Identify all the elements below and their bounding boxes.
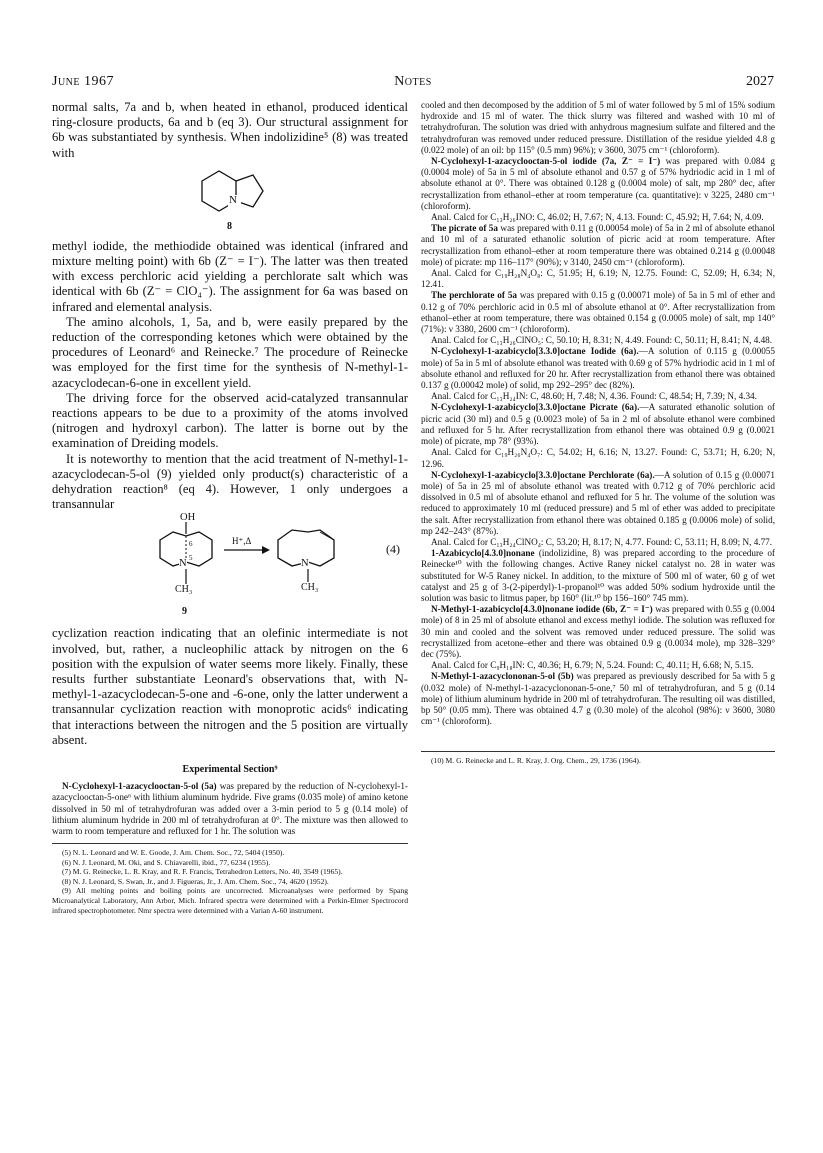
footnote: (10) M. G. Reinecke and L. R. Kray, J. Org. Chem., 29, 1736 (1964). [431,756,641,766]
experimental-paragraph [421,346,775,391]
compound-label-8: 8 [227,220,232,232]
compound-title: N-Cyclohexyl-1-azacyclooctan-5-ol (5a) [62,781,217,792]
compound-title: N-Cyclohexyl-1-azabicyclo[3.3.0]octane Picrate (6a). [431,402,640,413]
structure-8-figure [52,161,408,239]
procedure-text: —A solution of 0.15 g (0.00071 mole) of 5a in 25 ml of absolute ethanol was treated with 0.712 g of 70% perchloric acid dissolved in 0.5 ml of absolute ethanol and refluxed for 5 hr. The volume of the solution was reduced to approximately 10 ml (reduced pressure) and 5 ml of ether was added to precipitate the salt. After recrystallization from ethanol there was obtained 0.185 g (0.0006 mole) of solid, mp 242–243° (87%). [421,469,775,536]
header-section: Notes [394,74,432,89]
compound-title: N-Cyclohexyl-1-azabicyclo[3.3.0]octane Iodide (6a). [431,346,639,357]
paragraph: It is noteworthy to mention that the acid treatment of N-methyl-1-azacyclodecan-5-ol (9) yielded only product(s) characteristic of a dehydration reaction⁸ (eq 4). However, 1 only undergoes a transannular [52,451,408,512]
experimental-paragraph [421,290,775,335]
procedure-text: was prepared as previously described for 5a with 5 g (0.032 mole) of N-methyl-1-azacyclononan-5-one,⁷ 50 ml of tetrahydrofuran, and 5 g (0.14 mole) of lithium aluminum hydride in 200 ml of tetrahydrofuran. The resulting oil was distilled, bp 50° (0.05 mm). There was obtained 4.7 g (0.30 mole) of the alcohol (98%): ν 3600, 3080 cm⁻¹ (chloroform). [421,671,775,727]
analysis-line: Anal. Calcd for C₉H₁₈IN: C, 40.36; H, 6.79; N, 5.24. Found: C, 40.11; H, 6.68; N, 5.15. [431,660,754,671]
footnote: (5) N. L. Leonard and W. E. Goode, J. Am. Chem. Soc., 72, 5404 (1950). [62,848,285,858]
paragraph: The amino alcohols, 1, 5a, and b, were easily prepared by the reduction of the corresponding ketones which were obtained by the procedures of Leonard⁶ and Reinecke.⁷ The procedure of Reinecke was employed for the first time for the synthesis of N-methyl-1-azacyclodecan-6-one in excellent yield. [52,314,408,390]
footnote-divider [421,751,775,752]
experimental-paragraph: cooled and then decomposed by the addition of 5 ml of water followed by 5 ml of 15% sodium hydroxide and 15 ml of water. The thick slurry was filtered and washed with 10 ml of tetrahydrofuran. The solution was dried with anhydrous magnesium sulfate and filtered and the tetrahydrofuran was removed under reduced pressure. Distillation of the residue yielded 4.8 g (0.022 mole) of an oil: bp 115° (0.5 mm) 96%); ν 3600, 3075 cm⁻¹ (chloroform). [421,100,775,155]
experimental-paragraph [421,548,775,604]
analysis-line: Anal. Calcd for C₁₃H₂₆INO: C, 46.02; H, 7.67; N, 4.13. Found: C, 45.92; H, 7.64; N, 4.09. [431,212,764,223]
procedure-text: was prepared with 0.084 g (0.0004 mole) of 5a in 5 ml of absolute ethanol and 0.57 g of 57% hydriodic acid in 1 ml of absolute ethanol at 0°. There was obtained 0.128 g (0.0004 mole) of salt, mp 280° dec, after recrystallization from ethanol–ether at room temperature (ca. quantitative): ν 3225, 2480 cm⁻¹ (chloroform). [421,156,775,211]
page-number: 2027 [746,74,774,89]
compound-title: N-Cyclohexyl-1-azabicyclo[3.3.0]octane Perchlorate (6a). [431,469,655,480]
nitrogen-atom-label: N [179,558,187,570]
header-date: June 1967 [52,74,114,89]
analysis-line: Anal. Calcd for C₁₉H₂₆N₄O₇: C, 54.02; H, 6.16; N, 13.27. Found: C, 53.71; H, 6.20; N, 12.96. [421,447,775,469]
analysis-line: Anal. Calcd for C₁₃H₂₆ClNO₅: C, 50.10; H, 8.31; N, 4.49. Found: C, 50.11; H, 8.41; N, 4.48. [431,335,773,346]
analysis-line: Anal. Calcd for C₁₉H₂₈N₄O₈: C, 51.95; H, 6.19; N, 12.75. Found: C, 52.09; H, 6.34; N, 12.41. [421,268,775,290]
experimental-paragraph [421,156,775,212]
methyl-label: CH₃ [301,582,319,594]
experimental-paragraph [421,470,775,537]
dehydration-scheme [52,512,408,626]
position-6-label: 6 [189,540,193,549]
compound-title: 1-Azabicyclo[4.3.0]nonane [431,548,535,559]
compound-title: N-Cyclohexyl-1-azacyclooctan-5-ol iodide (7a, Z⁻ = I⁻) [431,156,661,167]
footnote: (7) M. G. Reinecke, L. R. Kray, and R. F. Francis, Tetrahedron Letters, No. 40, 3549 (1965). [62,867,343,877]
nitrogen-atom-label: N [229,193,237,206]
procedure-text: was prepared with 0.11 g (0.00054 mole) of 5a in 2 ml of absolute ethanol and 10 ml of a saturated ethanolic solution of picric acid at room temperature. After recrystallization from ethanol–ether at room temperature there was obtained 0.214 g (0.00048 mole) of picrate: mp 116–117° (90%); ν 3140, 2450 cm⁻¹ (chloroform). [421,223,775,267]
equation-number: (4) [386,542,400,557]
paragraph: methyl iodide, the methiodide obtained was identical (infrared and mixture melting point) with 6b (Z⁻ = I⁻). The latter was then treated with excess perchloric acid yielding a perchlorate salt which was identical with 6b (Z⁻ = ClO₄⁻). The assignment for 6a was based on infrared and elemental analysis. [52,238,408,314]
paragraph: cyclization reaction indicating that an olefinic intermediate is not involved, but, rather, a nucleophilic attack by nitrogen on the 6 position with the expulsion of water seems more likely. Finally, these results further substantiate Leonard's observations that, with N-methyl-1-azacyclodecan-5-one and -6-one, only the latter underwent a transannular cyclization reaction with monoprotic acids⁶ indicating that interactions between the nitrogen and the 5 position are virtually absent. [52,626,408,747]
compound-title: The picrate of 5a [431,223,498,234]
experimental-paragraph [421,402,775,447]
analysis-line: Anal. Calcd for C₁₃H₂₄IN: C, 48.60; H, 7.48; N, 4.36. Found: C, 48.54; H, 7.39; N, 4.34. [431,391,757,402]
procedure-text: was prepared by the reduction of N-cyclohexyl-1-azacyclooctan-5-one⁶ with lithium aluminum hydride. Five grams (0.035 mole) of amino ketone dissolved in 50 ml of tetrahydrofuran was added over a 3-min period to 5 g (0.14 mole) of lithium aluminum hydride in 200 ml of tetrahydrofuran at 0°. The mixture was then allowed to warm to room temperature and refluxed for 1 hr. The solution was [52,781,408,836]
methyl-label: CH₃ [175,584,193,596]
section-heading: Experimental Section⁹ [182,764,278,776]
compound-title: N-Methyl-1-azacyclononan-5-ol (5b) [431,671,574,682]
reaction-conditions: H⁺,Δ [232,536,252,547]
procedure-text: (indolizidine, 8) was prepared according to the procedure of Reinecke¹⁰ with the following changes. Active Raney nickel catalyst no. 28 in water was substituted for W-5 Raney nickel. In addition, to the mixture of 500 ml of water, 60 g of wet catalyst and 25 g of 3-(2-piperdyl)-1-propanol¹⁰ was added 50% sodium hydroxide until the solution was basic to litmus paper, bp 160° (lit.¹⁰ bp 156–160° 745 mm). [421,548,775,603]
footnote: (9) All melting points and boiling points are uncorrected. Microanalyses were performed by Spang Microanalytical Laboratory, Ann Arbor, Mich. Infrared spectra were determined with a Perkin-Elmer Spectrocord infrared spectrophotometer. Nmr spectra were determined with a Varian A-60 instrument. [52,886,408,915]
experimental-paragraph [421,223,775,268]
compound-title: The perchlorate of 5a [431,290,518,301]
page-header [52,74,774,92]
nitrogen-atom-label: N [301,558,309,570]
procedure-text: was prepared with 0.15 g (0.00071 mole) of 5a in 5 ml of ether and 0.12 g of 70% perchloric acid in 0.5 ml of absolute ethanol at 0°. After recrystallization from ethanol–ether at room temperature, there was obtained 0.154 g (0.0005 mole) of salt, mp 140° (71%): ν 3380, 2600 cm⁻¹ (chloroform). [421,290,775,335]
footnote: (6) N. J. Leonard, M. Oki, and S. Chiavarelli, ibid., 77, 6234 (1955). [62,857,271,867]
procedure-text: —A solution of 0.115 g (0.00055 mole) of 5a in 5 ml of absolute ethanol was treated with 0.69 g of 57% hydriodic acid in 1 ml of absolute ethanol and refluxed for 20 hr. After recrystallization from ethanol there was obtained 0.137 g (0.00042 mole) of solid, mp 292–295° dec (82%). [421,346,775,391]
compound-label-9: 9 [182,606,187,618]
experimental-paragraph [52,781,408,837]
footnote: (8) N. J. Leonard, S. Swan, Jr., and J. Figueras, Jr., J. Am. Chem. Soc., 74, 4620 (1952). [62,876,329,886]
left-column [52,100,408,915]
paragraph: normal salts, 7a and b, when heated in ethanol, produced identical ring-closure products, 6a and b (eq 3). Our structural assignment for 6b was substantiated by synthesis. When indolizidine⁵ (8) was treated with [52,100,408,160]
experimental-paragraph [421,604,775,660]
equation-4-figure [52,512,408,626]
hydroxyl-label: OH [180,512,196,524]
position-5-label: 5 [189,554,193,563]
experimental-paragraph [421,671,775,727]
right-column [421,100,775,766]
compound-title: N-Methyl-1-azabicyclo[4.3.0]nonane iodide (6b, Z⁻ = I⁻) [431,604,653,615]
paragraph: The driving force for the observed acid-catalyzed transannular reactions appears to be due to a proximity of the atoms involved (nitrogen and hydroxyl carbon). The latter is borne out by the examination of Dreiding models. [52,390,408,451]
procedure-text: —A saturated ethanolic solution of picric acid (30 ml) and 0.5 g (0.0023 mole) of 5a in 2 ml of absolute ethanol were combined and refluxed for 5 hr. After recrystallization from ethanol there was obtained 0.9 g (0.0021 mole) of picrate, mp 78° (93%). [421,402,775,447]
procedure-text: was prepared with 0.55 g (0.004 mole) of 8 in 25 ml of absolute ethanol and excess methyl iodide. The solution was refluxed for 30 min and cooled and the solvent was removed under reduced pressure. The solid was recrystallized from acetone–ether and there was obtained 0.9 g (0.0034 mole), mp 328–329° dec (75%). [421,604,775,659]
analysis-line: Anal. Calcd for C₁₃H₂₄ClNO₄: C, 53.20; H, 8.17; N, 4.77. Found: C, 53.11; H, 8.09; N, 4.77. [431,536,773,547]
footnote-divider [52,843,408,844]
